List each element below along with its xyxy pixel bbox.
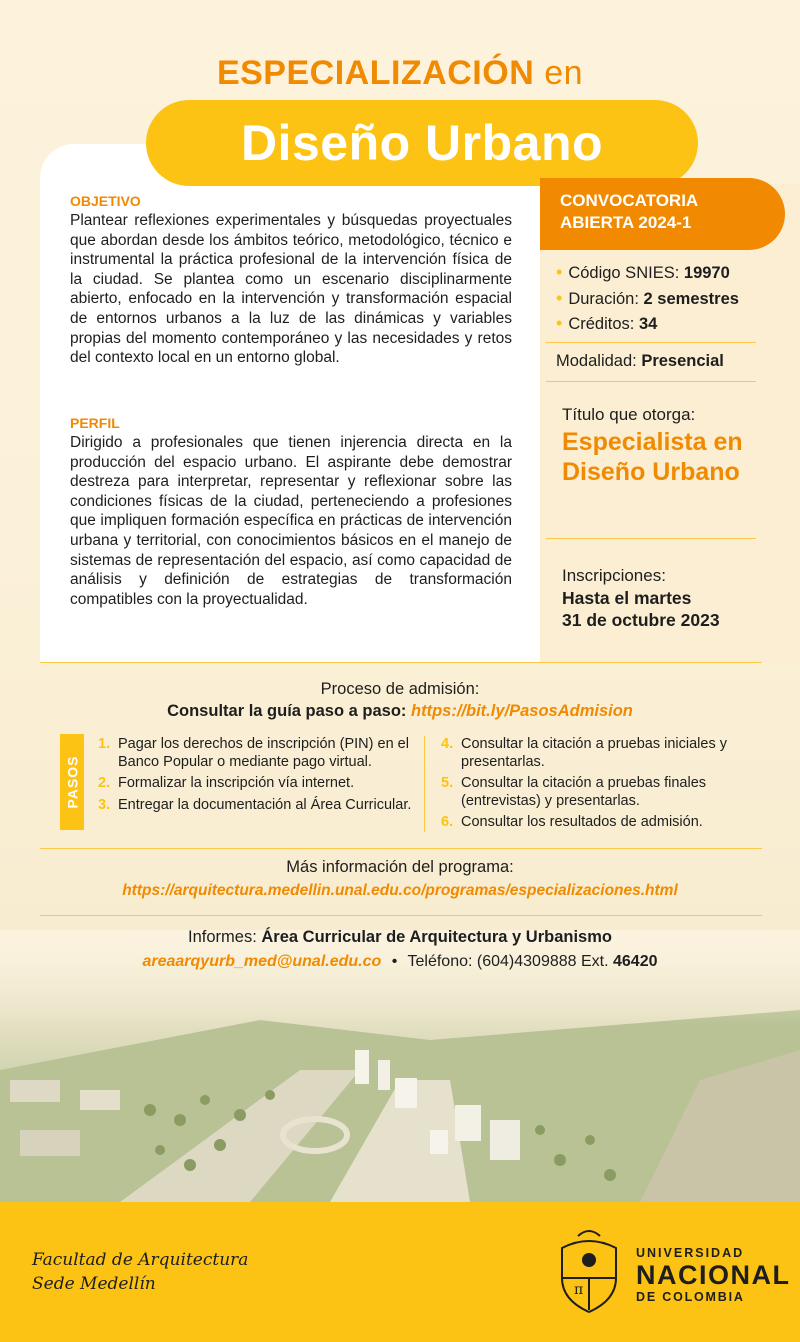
modalidad: [556, 352, 724, 371]
bullet-icon: •: [556, 262, 563, 282]
guide-link[interactable]: https://bit.ly/PasosAdmision: [411, 702, 633, 720]
fact-snies: [556, 260, 739, 286]
step-text: Pagar los derechos de inscripción (PIN) en el Banco Popular o mediante pago virtual.: [118, 736, 409, 770]
titulo-value: Especialista en Diseño Urbano: [562, 428, 743, 486]
faculty-info: [32, 1248, 248, 1296]
step-text: Formalizar la inscripción vía internet.: [118, 775, 355, 791]
svg-text:π: π: [574, 1282, 584, 1298]
sede-name: Sede Medellín: [32, 1274, 156, 1294]
perfil-heading: PERFIL: [70, 415, 120, 431]
informes-label: Informes:: [188, 928, 257, 946]
objetivo-heading: OBJETIVO: [70, 193, 141, 209]
fact-label: Créditos:: [568, 315, 635, 333]
program-url-link[interactable]: https://arquitectura.medellin.unal.edu.co/programas/especializaciones.html: [122, 882, 678, 899]
fact-label: Código SNIES:: [568, 264, 680, 282]
divider: [546, 342, 756, 343]
program-facts: [556, 260, 739, 337]
informes: [0, 928, 800, 947]
fact-duracion: [556, 286, 739, 312]
informes-area: Área Curricular de Arquitectura y Urbanismo: [261, 928, 612, 946]
modalidad-value: Presencial: [641, 352, 724, 370]
step-item: [441, 736, 771, 771]
step-text: Entregar la documentación al Área Curricular.: [118, 796, 412, 813]
contact-line: [0, 953, 800, 971]
university-shield-icon: [552, 1226, 626, 1316]
fact-value: 34: [638, 315, 658, 333]
divider: [40, 848, 762, 849]
un-line3: DE COLOMBIA: [636, 1290, 745, 1304]
bullet-icon: •: [556, 287, 563, 308]
objetivo-text: Plantear reflexiones experimentales y búsquedas proyectuales que abordan desde los ámbitos teórico, metodológico, técnico e instrumental la práctica profesional de la intervención física de la ciudad. Se plantea como un escenario disciplinarmente abierto, enfocado en la intervención y transformación espacial de entornos urbanos a la luz de las dinámicas y variables propias del momento contemporáneo y las necesidades y retos del contexto local en un entorno global.: [70, 212, 512, 367]
convocatoria-badge: [540, 178, 785, 250]
admision-title: Proceso de admisión:: [320, 680, 480, 698]
step-number: 2.: [98, 775, 111, 791]
pasos-tab-label: PASOS: [64, 755, 81, 809]
step-number: 3.: [98, 796, 111, 813]
inscripciones-line1: Hasta el martes: [562, 588, 692, 608]
inscripciones-label: Inscripciones:: [562, 566, 666, 585]
university-wordmark: [636, 1246, 791, 1304]
step-text: Consultar los resultados de admisión.: [461, 814, 703, 830]
step-number: 5.: [441, 775, 454, 791]
step-item: [98, 736, 416, 771]
un-line1: UNIVERSIDAD: [636, 1246, 745, 1260]
kicker-en: en: [544, 54, 584, 92]
step-text: Consultar la citación a pruebas finales (entrevistas) y presentarlas.: [461, 775, 707, 809]
bullet-icon: •: [556, 313, 563, 333]
divider: [546, 381, 756, 382]
inscripciones-deadline: [562, 587, 782, 631]
step-item: [98, 775, 416, 793]
program-title-text: Diseño Urbano: [240, 115, 604, 171]
step-number: 4.: [441, 736, 454, 752]
modalidad-label: Modalidad:: [556, 352, 637, 370]
divider: [40, 662, 762, 663]
program-title: [146, 100, 698, 186]
steps-list-left: [98, 736, 416, 818]
steps-list-right: [441, 736, 771, 836]
step-item: [441, 814, 771, 832]
step-text: Consultar la citación a pruebas iniciales y presentarlas.: [461, 736, 727, 770]
phone-label: Teléfono:: [407, 953, 473, 970]
email-link[interactable]: areaarqyurb_med@unal.edu.co: [142, 953, 382, 970]
inscripciones-line2: 31 de octubre 2023: [562, 610, 720, 630]
ext-label: Ext.: [580, 953, 609, 970]
kicker-especializacion: ESPECIALIZACIÓN: [216, 54, 535, 92]
steps-divider: [424, 736, 425, 832]
pasos-tab: [60, 734, 84, 830]
convocatoria-abierta: ABIERTA: [560, 213, 634, 232]
step-number: 6.: [441, 814, 454, 830]
convocatoria-line1: CONVOCATORIA: [560, 191, 699, 210]
guide-label: Consultar la guía paso a paso:: [167, 702, 407, 720]
separator-bullet: •: [391, 953, 398, 970]
admision-guide: [0, 702, 800, 721]
perfil-text: Dirigido a profesionales que tienen injerencia directa en la producción del espacio urbano. El aspirante debe demostrar destreza para interpretar, representar y reflexionar sobre las condiciones físicas de la ciudad, perteneciendo a profesiones que impliquen formación específica en prácticas de intervención urbana y territorial, con conocimientos básicos en el manejo de sistemas de representación del espacio, así como capacidad de análisis y definición de estrategias de transformación compatibles con la proyectualidad.: [70, 434, 512, 608]
divider: [40, 915, 762, 916]
faculty-name: Facultad de Arquitectura: [32, 1250, 249, 1270]
fact-creditos: [556, 311, 739, 337]
fact-value: 19970: [683, 264, 730, 282]
step-item: [441, 775, 771, 810]
titulo-label: Título que otorga:: [562, 405, 696, 424]
mas-info-title: Más información del programa:: [286, 858, 514, 876]
fact-label: Duración:: [568, 289, 639, 308]
phone-number: (604)4309888: [476, 953, 577, 970]
ext-number: 46420: [613, 953, 658, 970]
step-number: 1.: [98, 736, 111, 752]
convocatoria-line2: [560, 212, 785, 234]
step-item: [98, 797, 416, 815]
un-line2: NACIONAL: [636, 1260, 791, 1290]
program-kicker: [0, 54, 800, 93]
fact-value: 2 semestres: [643, 289, 739, 308]
convocatoria-period: 2024-1: [638, 213, 692, 232]
divider: [546, 538, 756, 539]
